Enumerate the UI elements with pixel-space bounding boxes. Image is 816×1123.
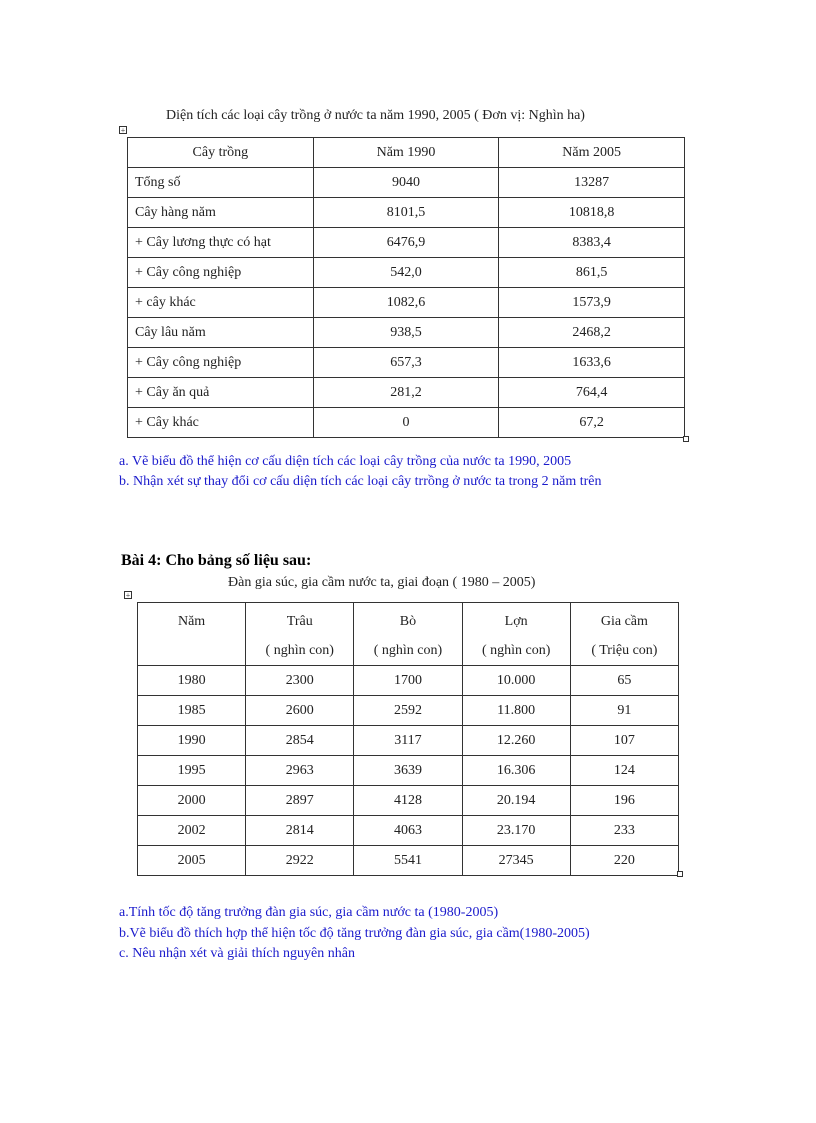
poultry-cell: 124 xyxy=(570,756,678,786)
value-1990: 938,5 xyxy=(313,318,499,348)
cattle-cell: 4063 xyxy=(354,816,462,846)
value-1990: 542,0 xyxy=(313,258,499,288)
buffalo-cell: 2897 xyxy=(246,786,354,816)
table-resize-handle[interactable] xyxy=(677,871,683,877)
header-buffalo xyxy=(246,603,354,666)
value-2005: 764,4 xyxy=(499,378,685,408)
header-unit: ( nghìn con) xyxy=(373,643,443,658)
pig-cell: 20.194 xyxy=(462,786,570,816)
question-1a: a. Vẽ biểu đồ thể hiện cơ cấu diện tích các loại cây trồng của nước ta 1990, 2005 xyxy=(119,454,572,469)
cattle-cell: 4128 xyxy=(354,786,462,816)
pig-cell: 12.260 xyxy=(462,726,570,756)
pig-cell: 11.800 xyxy=(462,696,570,726)
table-row xyxy=(138,786,679,816)
crop-name: + Cây công nghiệp xyxy=(128,258,314,288)
table-row xyxy=(138,666,679,696)
value-1990: 9040 xyxy=(313,168,499,198)
table-row xyxy=(138,756,679,786)
header-name: Bò xyxy=(399,614,417,629)
crop-name: + Cây công nghiệp xyxy=(128,348,314,378)
poultry-cell: 220 xyxy=(570,846,678,876)
poultry-cell: 196 xyxy=(570,786,678,816)
table-row xyxy=(128,378,685,408)
pig-cell: 16.306 xyxy=(462,756,570,786)
buffalo-cell: 2922 xyxy=(246,846,354,876)
value-1990: 6476,9 xyxy=(313,228,499,258)
cattle-cell: 3639 xyxy=(354,756,462,786)
table-move-handle-icon[interactable]: + xyxy=(125,591,131,600)
poultry-cell: 107 xyxy=(570,726,678,756)
question-1b: b. Nhận xét sự thay đổi cơ cấu diện tích các loại cây trrồng ở nước ta trong 2 năm trên xyxy=(119,474,602,489)
table-row xyxy=(138,816,679,846)
crop-name: + Cây lương thực có hạt xyxy=(128,228,314,258)
table1-caption: Diện tích các loại cây trồng ở nước ta năm 1990, 2005 ( Đơn vị: Nghìn ha) xyxy=(166,108,585,123)
crop-area-table xyxy=(127,137,685,438)
livestock-table xyxy=(137,602,679,876)
table-row xyxy=(128,228,685,258)
table-move-handle-icon[interactable]: + xyxy=(120,126,126,135)
header-1990: Năm 1990 xyxy=(313,138,499,168)
poultry-cell: 91 xyxy=(570,696,678,726)
table-row xyxy=(138,696,679,726)
exercise-4-heading: Bài 4: Cho bảng số liệu sau: xyxy=(121,552,312,569)
table-row xyxy=(128,168,685,198)
header-unit: ( Triệu con) xyxy=(591,643,658,658)
pig-cell: 27345 xyxy=(462,846,570,876)
table-header-row xyxy=(128,138,685,168)
year-cell: 1995 xyxy=(138,756,246,786)
header-poultry xyxy=(570,603,678,666)
year-cell: 1990 xyxy=(138,726,246,756)
crop-name: Cây hàng năm xyxy=(128,198,314,228)
value-2005: 8383,4 xyxy=(499,228,685,258)
header-name: Năm xyxy=(177,614,206,629)
crop-name: Tổng số xyxy=(128,168,314,198)
table-row xyxy=(128,258,685,288)
year-cell: 2005 xyxy=(138,846,246,876)
buffalo-cell: 2814 xyxy=(246,816,354,846)
table-row xyxy=(128,318,685,348)
question-2c: c. Nêu nhận xét và giải thích nguyên nhân xyxy=(119,946,355,961)
header-year xyxy=(138,603,246,666)
year-cell: 1980 xyxy=(138,666,246,696)
table-row xyxy=(138,726,679,756)
pig-cell: 23.170 xyxy=(462,816,570,846)
cattle-cell: 2592 xyxy=(354,696,462,726)
header-name: Gia cầm xyxy=(600,614,648,629)
question-2a: a.Tính tốc độ tăng trưởng đàn gia súc, gia cầm nước ta (1980-2005) xyxy=(119,905,499,920)
header-unit: ( nghìn con) xyxy=(481,643,551,658)
table-row xyxy=(128,408,685,438)
header-name: Lợn xyxy=(504,614,528,629)
header-crop: Cây trồng xyxy=(128,138,314,168)
value-2005: 2468,2 xyxy=(499,318,685,348)
year-cell: 2000 xyxy=(138,786,246,816)
header-2005: Năm 2005 xyxy=(499,138,685,168)
table2-caption: Đàn gia súc, gia cầm nước ta, giai đoạn ( 1980 – 2005) xyxy=(228,575,536,590)
crop-name: + Cây ăn quả xyxy=(128,378,314,408)
poultry-cell: 65 xyxy=(570,666,678,696)
value-2005: 1573,9 xyxy=(499,288,685,318)
header-name: Trâu xyxy=(286,614,313,629)
table-row xyxy=(128,198,685,228)
value-2005: 1633,6 xyxy=(499,348,685,378)
buffalo-cell: 2300 xyxy=(246,666,354,696)
value-1990: 0 xyxy=(313,408,499,438)
header-pig xyxy=(462,603,570,666)
crop-name: + cây khác xyxy=(128,288,314,318)
buffalo-cell: 2600 xyxy=(246,696,354,726)
year-cell: 2002 xyxy=(138,816,246,846)
value-2005: 10818,8 xyxy=(499,198,685,228)
table-resize-handle[interactable] xyxy=(683,436,689,442)
crop-name: Cây lâu năm xyxy=(128,318,314,348)
buffalo-cell: 2963 xyxy=(246,756,354,786)
table-header-row xyxy=(138,603,679,666)
value-2005: 13287 xyxy=(499,168,685,198)
value-1990: 8101,5 xyxy=(313,198,499,228)
header-cattle xyxy=(354,603,462,666)
table-row xyxy=(128,348,685,378)
cattle-cell: 3117 xyxy=(354,726,462,756)
question-2b: b.Vẽ biểu đồ thích hợp thể hiện tốc độ tăng trưởng đàn gia súc, gia cầm(1980-2005) xyxy=(119,926,590,941)
crop-name: + Cây khác xyxy=(128,408,314,438)
header-unit: ( nghìn con) xyxy=(265,643,334,658)
cattle-cell: 5541 xyxy=(354,846,462,876)
year-cell: 1985 xyxy=(138,696,246,726)
cattle-cell: 1700 xyxy=(354,666,462,696)
value-2005: 67,2 xyxy=(499,408,685,438)
table-row xyxy=(128,288,685,318)
value-1990: 1082,6 xyxy=(313,288,499,318)
pig-cell: 10.000 xyxy=(462,666,570,696)
value-2005: 861,5 xyxy=(499,258,685,288)
table-row xyxy=(138,846,679,876)
poultry-cell: 233 xyxy=(570,816,678,846)
value-1990: 657,3 xyxy=(313,348,499,378)
buffalo-cell: 2854 xyxy=(246,726,354,756)
value-1990: 281,2 xyxy=(313,378,499,408)
